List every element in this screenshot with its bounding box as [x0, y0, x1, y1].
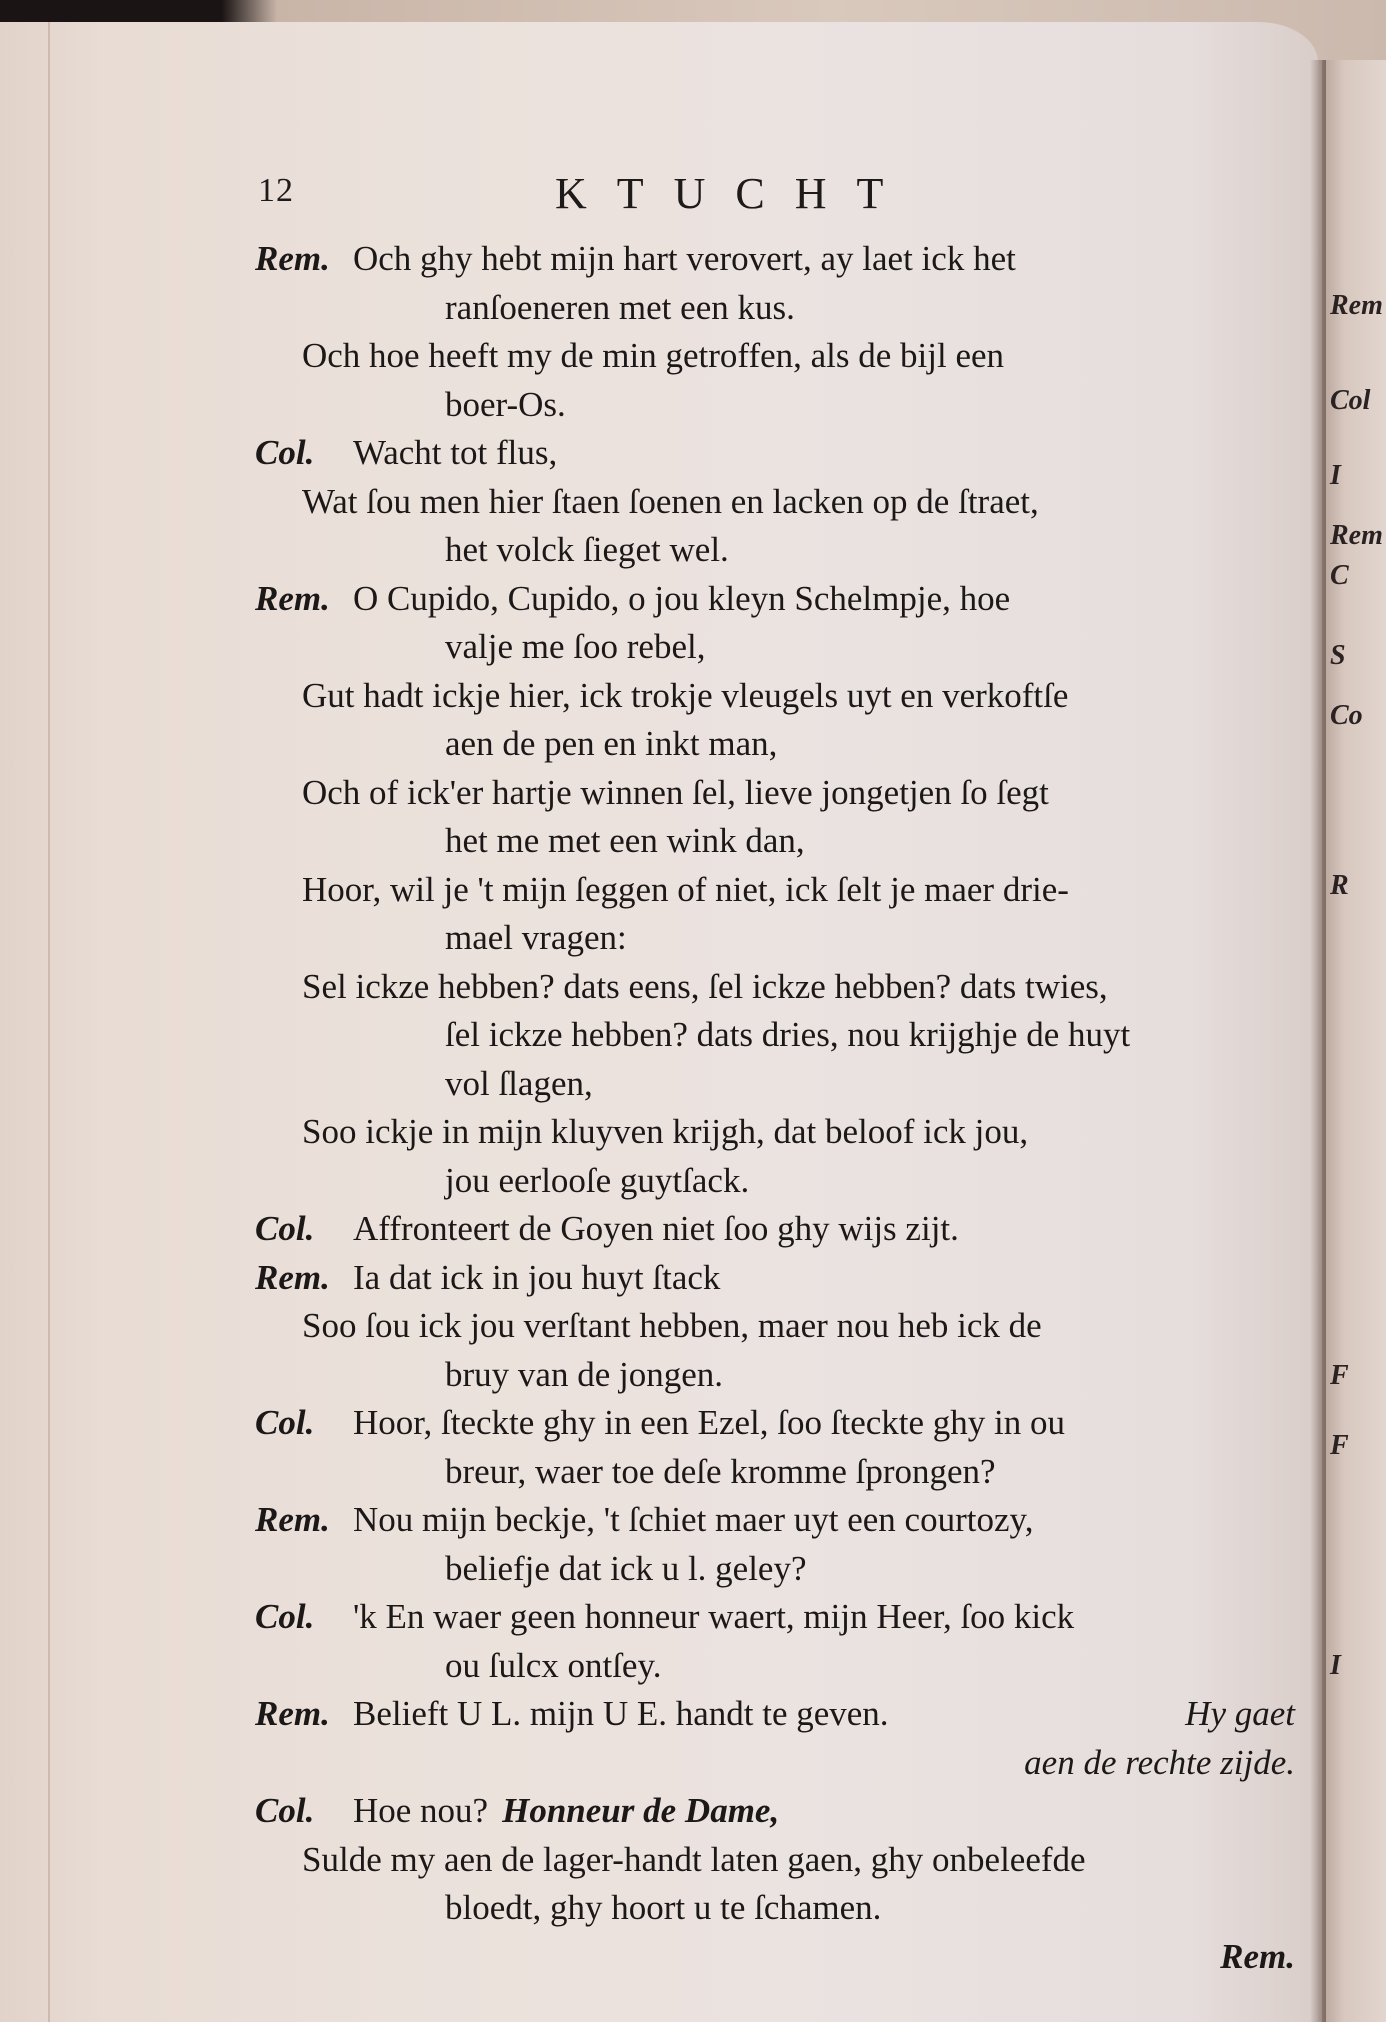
text-line: [255, 1351, 1295, 1400]
line-text: breur, waer toe deſe kromme ſprongen?: [445, 1451, 996, 1491]
line-text: vol ſlagen,: [445, 1063, 593, 1103]
line-text: Wat ſou men hier ſtaen ſoenen en lacken op de ſtraet,: [302, 481, 1039, 521]
line-text: Sel ickze hebben? dats eens, ſel ickze hebben? dats twies,: [302, 966, 1108, 1006]
speaker-label: Rem.: [255, 239, 330, 278]
line-text: ſel ickze hebben? dats dries, nou krijghje de huyt: [445, 1015, 1131, 1054]
line-text: Och ghy hebt mijn hart verovert, ay laet ick het: [353, 239, 1016, 278]
running-head: KTUCHT: [555, 169, 914, 218]
speaker-label: Col.: [255, 433, 315, 472]
line-text: aen de pen en inkt man,: [445, 724, 778, 763]
line-text: Och of ick'er hartje winnen ſel, lieve jongetjen ſo ſegt: [302, 772, 1049, 812]
text-line: [255, 963, 1295, 1012]
line-text: Hoe nou?: [353, 1791, 489, 1830]
line-text: ou ſulcx ontſey.: [445, 1645, 662, 1685]
text-line: [255, 526, 1295, 575]
margin-fragment: Rem: [1330, 290, 1383, 321]
catchword: Rem.: [1220, 1936, 1295, 1976]
line-text: jou eerlooſe guytſack.: [445, 1160, 750, 1200]
line-text: boer-Os.: [445, 384, 566, 424]
line-text: Belieft U L. mijn U E. handt te geven.: [353, 1694, 889, 1733]
line-text: het me met een wink dan,: [445, 821, 805, 860]
speaker-label: Rem.: [255, 1500, 330, 1539]
text-line: [255, 1496, 1295, 1545]
line-text: Wacht tot flus,: [353, 433, 558, 472]
speaker-label: Col.: [255, 1403, 315, 1442]
page-fold-line: [48, 22, 50, 2022]
stage-direction: aen de rechte zijde.: [1024, 1742, 1295, 1782]
line-text: Soo ickje in mijn kluyven krijgh, dat beloof ick jou,: [302, 1112, 1029, 1151]
play-text: [255, 235, 1295, 1981]
text-line: [255, 720, 1295, 769]
line-text: bloedt, ghy hoort u te ſchamen.: [445, 1888, 882, 1927]
text-line: [255, 1836, 1295, 1885]
line-text: mael vragen:: [445, 918, 627, 957]
margin-fragment: Co: [1330, 700, 1363, 731]
stage-direction: Hy gaet: [1185, 1694, 1295, 1733]
text-line: [255, 235, 1295, 284]
line-text: Affronteert de Goyen niet ſoo ghy wijs zijt.: [353, 1209, 959, 1248]
line-text: valje me ſoo rebel,: [445, 627, 706, 666]
text-line: [255, 1690, 1295, 1739]
margin-fragment: I: [1330, 460, 1341, 491]
text-line: [255, 1642, 1295, 1691]
speaker-label: Rem.: [255, 578, 330, 618]
facing-page: [1322, 60, 1386, 2022]
line-text: Sulde my aen de lager-handt laten gaen, ghy onbeleefde: [302, 1839, 1086, 1879]
line-text: Och hoe heeft my de min getroffen, als de bijl een: [302, 336, 1005, 375]
text-line: [255, 1884, 1295, 1933]
text-line: [255, 381, 1295, 430]
line-text: Hoor, ſteckte ghy in een Ezel, ſoo ſteckte ghy in ou: [353, 1403, 1065, 1442]
margin-fragment: F: [1330, 1360, 1349, 1391]
text-line: [255, 914, 1295, 963]
line-text: Hoor, wil je 't mijn ſeggen of niet, ick ſelt je maer drie-: [302, 869, 1069, 909]
line-text: 'k En waer geen honneur waert, mijn Heer, ſoo kick: [353, 1597, 1075, 1636]
page-edge-shadow: [1310, 60, 1326, 2022]
line-text: Nou mijn beckje, 't ſchiet maer uyt een courtozy,: [353, 1500, 1034, 1539]
text-line: [255, 1108, 1295, 1157]
margin-fragment: I: [1330, 1650, 1341, 1681]
text-line: [255, 672, 1295, 721]
text-line: [255, 1787, 1295, 1836]
text-line: [255, 623, 1295, 672]
line-text: Ia dat ick in jou huyt ſtack: [353, 1257, 721, 1297]
text-line: [255, 1205, 1295, 1254]
margin-fragment: Rem: [1330, 520, 1383, 551]
text-line: [255, 1399, 1295, 1448]
line-text: Soo ſou ick jou verſtant hebben, maer nou heb ick de: [302, 1306, 1042, 1345]
text-line: [255, 1593, 1295, 1642]
speaker-label: Rem.: [255, 1694, 330, 1733]
text-line: [255, 769, 1295, 818]
text-line: [255, 1739, 1295, 1788]
text-line: [255, 1157, 1295, 1206]
margin-fragment: C: [1330, 560, 1349, 591]
italic-phrase: Honneur de Dame,: [502, 1791, 780, 1830]
text-line: [255, 1060, 1295, 1109]
margin-fragment: F: [1330, 1430, 1349, 1461]
line-text: ranſoeneren met een kus.: [445, 287, 795, 327]
margin-fragment: R: [1330, 870, 1349, 901]
speaker-label: Col.: [255, 1791, 315, 1830]
speaker-label: Col.: [255, 1597, 315, 1636]
line-text: O Cupido, Cupido, o jou kleyn Schelmpje, hoe: [353, 578, 1011, 618]
line-text: Gut hadt ickje hier, ick trokje vleugels uyt en verkoftſe: [302, 675, 1069, 715]
text-line: [255, 429, 1295, 478]
line-text: bruy van de jongen.: [445, 1354, 723, 1394]
text-line: [255, 284, 1295, 333]
text-line: [255, 575, 1295, 624]
line-text: beliefje dat ick u l. geley?: [445, 1548, 807, 1588]
text-line: [255, 866, 1295, 915]
text-line: [255, 1011, 1295, 1060]
speaker-label: Col.: [255, 1209, 315, 1248]
text-line: [255, 1302, 1295, 1351]
text-line: [255, 1448, 1295, 1497]
page-number: 12: [258, 172, 294, 209]
text-line: [255, 1545, 1295, 1594]
text-line: [255, 332, 1295, 381]
text-line: [255, 817, 1295, 866]
line-text: het volck ſieget wel.: [445, 530, 729, 569]
margin-fragment: Col: [1330, 385, 1371, 416]
text-line: [255, 1254, 1295, 1303]
margin-fragment: S: [1330, 640, 1346, 671]
speaker-label: Rem.: [255, 1257, 330, 1297]
text-line: [255, 478, 1295, 527]
